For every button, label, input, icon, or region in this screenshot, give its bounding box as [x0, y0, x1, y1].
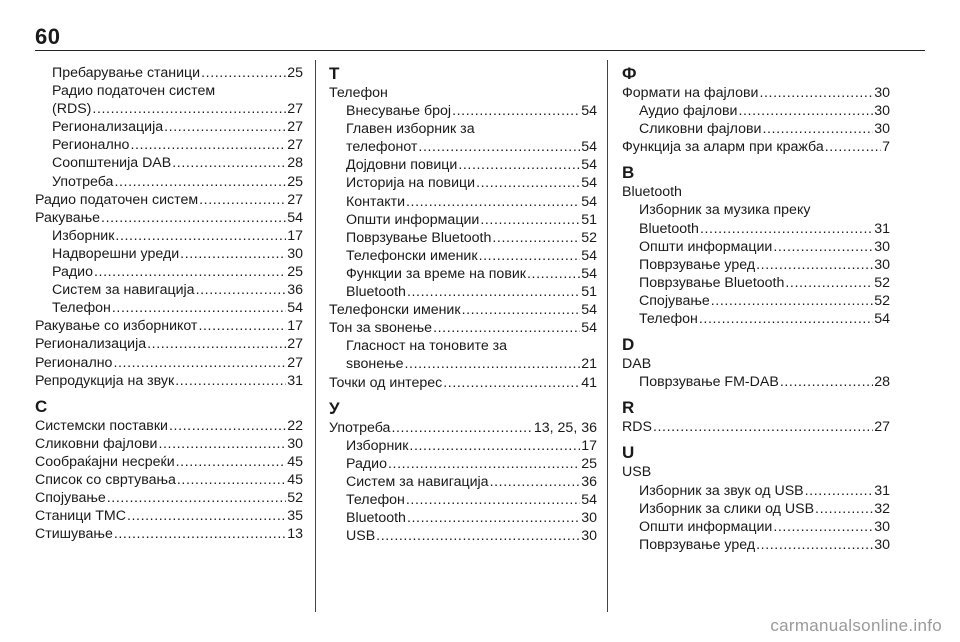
index-column-2	[329, 64, 597, 545]
index-entry-label: Изборник за слики од USB	[639, 500, 815, 517]
index-entry-page: 31	[874, 220, 890, 237]
index-entry	[329, 138, 597, 156]
dot-leader	[476, 174, 580, 192]
dot-leader	[127, 507, 286, 525]
index-entry-page: 17	[581, 437, 597, 454]
index-entry	[329, 491, 597, 509]
index-entry	[329, 509, 597, 527]
index-entry	[329, 247, 597, 265]
index-entry-label: Соопштенија DAB	[52, 155, 172, 172]
index-entry	[35, 489, 303, 507]
index-entry	[622, 238, 890, 256]
index-entry-label: Систем за навигација	[52, 282, 195, 299]
dot-leader	[113, 354, 286, 372]
dot-leader	[175, 372, 286, 390]
index-entry-page: 54	[581, 265, 597, 282]
index-entry-page: 45	[287, 453, 303, 470]
dot-leader	[773, 518, 873, 536]
index-entry-page: 25	[581, 455, 597, 472]
index-entry-heading: Главен изборник за	[346, 121, 475, 138]
dot-leader	[825, 138, 881, 156]
index-entry-page: 54	[581, 175, 597, 192]
index-entry-page: 21	[581, 356, 597, 373]
index-entry-label: Изборник за звук од USB	[639, 482, 804, 499]
index-entry-page: 54	[874, 311, 890, 328]
index-entry	[329, 174, 597, 192]
index-entry	[622, 518, 890, 536]
index-entry	[35, 100, 303, 118]
index-entry-label: Тон за ѕвонење	[329, 320, 433, 337]
index-entry-page: 27	[874, 419, 890, 436]
index-entry	[329, 211, 597, 229]
dot-leader	[92, 100, 286, 118]
index-entry	[35, 335, 303, 353]
index-entry	[622, 274, 890, 292]
index-entry	[622, 482, 890, 500]
index-entry-label: Надворешни уреди	[52, 245, 180, 262]
index-entry-label: Ракување	[35, 209, 101, 226]
index-entry-label: Регионално	[52, 137, 130, 154]
section-letter: У	[329, 398, 340, 418]
dot-leader	[756, 256, 873, 274]
index-entry	[35, 299, 303, 317]
dot-leader	[199, 191, 286, 209]
dot-leader	[407, 283, 580, 301]
dot-leader	[759, 84, 873, 102]
index-entry	[35, 263, 303, 281]
index-entry-page: 25	[287, 65, 303, 81]
index-entry	[329, 193, 597, 211]
index-entry-label: Поврзување Bluetooth	[346, 229, 492, 246]
index-entry-page: 30	[874, 121, 890, 138]
section-letter: U	[622, 443, 635, 463]
index-entry	[329, 301, 597, 319]
index-entry	[622, 536, 890, 554]
index-entry-page: 54	[581, 157, 597, 174]
index-entry-label: Изборник	[52, 227, 115, 244]
index-entry-label: Список со свртувања	[35, 471, 176, 488]
index-entry-label: Bluetooth	[346, 284, 406, 301]
index-entry-page: 27	[287, 137, 303, 154]
dot-leader	[114, 525, 286, 543]
dot-leader	[391, 419, 532, 437]
index-entry-page: 17	[287, 227, 303, 244]
section-letter: R	[622, 398, 635, 418]
index-entry-page: 27	[287, 119, 303, 136]
index-entry	[622, 138, 890, 156]
section-letter: Ф	[622, 64, 637, 83]
index-entry-page: 41	[581, 374, 597, 391]
index-entry-page: 25	[287, 264, 303, 281]
index-entry	[35, 227, 303, 245]
dot-leader	[490, 473, 581, 491]
header-rule	[35, 50, 925, 51]
index-entry	[622, 418, 890, 436]
dot-leader	[406, 491, 580, 509]
index-entry-page: 54	[581, 193, 597, 210]
index-entry	[329, 374, 597, 392]
index-entry	[35, 417, 303, 435]
index-entry	[329, 437, 597, 455]
index-entry-label: Функција за аларм при кражба	[622, 139, 824, 156]
index-entry-label: Историја на повици	[346, 175, 476, 192]
dot-leader	[177, 471, 286, 489]
index-entry	[35, 354, 303, 372]
index-entry-page: 31	[287, 372, 303, 389]
index-entry	[329, 419, 597, 437]
dot-leader	[115, 227, 286, 245]
index-entry-label: RDS	[622, 419, 652, 436]
index-entry	[35, 173, 303, 191]
index-entry	[329, 455, 597, 473]
index-entry-page: 30	[874, 85, 890, 101]
dot-leader	[805, 482, 874, 500]
index-entry	[35, 118, 303, 136]
dot-leader	[773, 238, 873, 256]
index-entry-label: Сликовни фајлови	[35, 435, 158, 452]
dot-leader	[815, 500, 873, 518]
index-entry-label: Функции за време на повик	[346, 265, 526, 282]
index-entry-label: Телефон	[52, 300, 111, 317]
index-entry-page: 54	[581, 491, 597, 508]
index-entry-label: USB	[346, 528, 376, 545]
index-entry-label: Изборник	[346, 437, 409, 454]
index-entry-page: 52	[287, 490, 303, 507]
index-entry-label: Bluetooth	[639, 220, 699, 237]
dot-leader	[433, 319, 580, 337]
index-entry-label: Точки од интерес	[329, 374, 443, 391]
index-entry	[329, 102, 597, 120]
index-entry-page: 30	[874, 238, 890, 255]
dot-leader	[452, 102, 580, 120]
dot-leader	[407, 509, 580, 527]
dot-leader	[198, 317, 286, 335]
index-entry-label: Регионално	[35, 354, 113, 371]
index-entry	[329, 283, 597, 301]
index-entry	[622, 500, 890, 518]
index-entry-page: 52	[874, 274, 890, 291]
dot-leader	[406, 193, 580, 211]
index-entry-label: Поврзување FM-DAB	[639, 374, 779, 391]
index-entry-label: Формати на фајлови	[622, 85, 759, 101]
dot-leader	[699, 310, 873, 328]
index-entry-label: Регионализација	[52, 119, 164, 136]
dot-leader	[130, 136, 286, 154]
index-entry	[35, 64, 303, 82]
dot-leader	[785, 274, 873, 292]
index-entry	[329, 355, 597, 373]
index-entry-page: 35	[287, 508, 303, 525]
index-entry-label: Системски поставки	[35, 417, 168, 434]
dot-leader	[107, 489, 286, 507]
dot-leader	[738, 102, 873, 120]
index-entry-label: Спојување	[639, 292, 710, 309]
index-entry-label: Телефонски именик	[346, 247, 478, 264]
index-entry-label: Систем за навигација	[346, 473, 489, 490]
index-entry-page: 27	[287, 101, 303, 118]
index-entry	[329, 156, 597, 174]
dot-leader	[201, 64, 286, 82]
index-entry-label: Телефонски именик	[329, 302, 461, 319]
index-entry	[35, 281, 303, 299]
index-entry-page: 54	[287, 300, 303, 317]
index-entry-label: Аудио фајлови	[639, 103, 738, 120]
index-entry	[622, 220, 890, 238]
index-entry-page: 52	[581, 229, 597, 246]
index-entry	[329, 527, 597, 545]
index-entry-label: Радио	[52, 264, 93, 281]
index-entry	[622, 84, 890, 102]
index-entry-label: Општи информации	[346, 211, 480, 228]
dot-leader	[700, 220, 873, 238]
dot-leader	[711, 292, 873, 310]
dot-leader	[653, 418, 873, 436]
index-entry-page: 30	[874, 536, 890, 553]
dot-leader	[458, 156, 580, 174]
index-entry-label: Општи информации	[639, 238, 773, 255]
dot-leader	[94, 263, 286, 281]
index-entry-heading: Bluetooth	[622, 184, 682, 201]
dot-leader	[164, 118, 286, 136]
index-entry-page: 54	[581, 302, 597, 319]
index-entry	[35, 435, 303, 453]
column-divider	[315, 60, 316, 612]
dot-leader	[418, 138, 580, 156]
index-entry-page: 54	[581, 103, 597, 120]
index-entry-page: 25	[287, 173, 303, 190]
index-entry-heading: Радио податочен систем	[52, 83, 216, 100]
dot-leader	[462, 301, 581, 319]
index-entry-heading: Гласност на тоновите за	[346, 338, 508, 355]
index-entry-page: 31	[874, 482, 890, 499]
index-entry	[35, 209, 303, 227]
dot-leader	[527, 265, 580, 283]
index-entry	[622, 373, 890, 391]
dot-leader	[147, 335, 286, 353]
section-letter: Т	[329, 64, 340, 83]
dot-leader	[480, 211, 580, 229]
index-entry-heading: DAB	[622, 356, 652, 373]
index-entry-page: 36	[581, 473, 597, 490]
index-entry-page: 22	[287, 417, 303, 434]
index-entry	[622, 256, 890, 274]
dot-leader	[388, 455, 580, 473]
index-entry-page: 28	[287, 155, 303, 172]
index-entry-label: Регионализација	[35, 336, 147, 353]
index-entry	[35, 245, 303, 263]
dot-leader	[762, 120, 873, 138]
index-entry-page: 32	[874, 500, 890, 517]
dot-leader	[376, 527, 580, 545]
index-entry-label: Поврзување уред	[639, 536, 756, 553]
index-entry-page: 36	[287, 282, 303, 299]
index-entry-label: Сликовни фајлови	[639, 121, 762, 138]
index-entry	[35, 154, 303, 172]
index-entry-label: ѕвонење	[346, 356, 404, 373]
index-column-3	[622, 64, 890, 554]
index-entry-label: Спојување	[35, 490, 106, 507]
index-entry-page: 30	[874, 103, 890, 120]
index-entry-label: Поврзување уред	[639, 256, 756, 273]
index-entry	[35, 317, 303, 335]
index-entry-page: 13	[287, 526, 303, 543]
index-entry-label: Bluetooth	[346, 510, 406, 527]
page-number: 60	[35, 24, 61, 49]
dot-leader	[114, 173, 286, 191]
watermark: carmanualsonline.info	[770, 616, 942, 635]
index-entry-page: 30	[874, 256, 890, 273]
index-entry-page: 27	[287, 191, 303, 208]
index-entry-label: Телефон	[346, 491, 405, 508]
dot-leader	[479, 247, 581, 265]
index-entry	[329, 319, 597, 337]
index-column-1	[35, 64, 303, 543]
index-entry-label: Станици TMC	[35, 508, 126, 525]
index-entry-label: Сообраќајни несреќи	[35, 453, 175, 470]
dot-leader	[409, 437, 580, 455]
index-entry	[622, 120, 890, 138]
dot-leader	[492, 229, 580, 247]
index-entry-page: 17	[287, 318, 303, 335]
index-entry-page: 45	[287, 471, 303, 488]
column-divider	[607, 60, 608, 612]
index-entry-label: Стишување	[35, 526, 113, 543]
index-entry	[35, 191, 303, 209]
dot-leader	[443, 374, 580, 392]
dot-leader	[180, 245, 286, 263]
dot-leader	[176, 453, 287, 471]
index-entry-page: 27	[287, 336, 303, 353]
index-entry-page: 54	[581, 320, 597, 337]
index-entry	[622, 292, 890, 310]
index-entry-page: 7	[882, 139, 890, 156]
index-entry	[329, 265, 597, 283]
index-entry	[35, 372, 303, 390]
index-entry	[35, 507, 303, 525]
index-entry-page: 30	[874, 518, 890, 535]
index-entry-page: 30	[287, 245, 303, 262]
index-entry-label: Телефон	[639, 311, 698, 328]
index-entry	[329, 473, 597, 491]
index-entry-page: 30	[581, 528, 597, 545]
index-entry-page: 27	[287, 354, 303, 371]
index-entry-heading: Изборник за музика преку	[639, 202, 811, 219]
index-entry-page: 28	[874, 374, 890, 391]
index-entry-heading: Телефон	[329, 85, 388, 101]
section-letter: С	[35, 396, 48, 416]
index-entry-label: Ракување со изборникот	[35, 318, 198, 335]
dot-leader	[196, 281, 287, 299]
index-entry-label: Радио	[346, 455, 387, 472]
index-entry-label: Пребарување станици	[52, 65, 201, 81]
index-entry	[622, 310, 890, 328]
index-entry-page: 54	[581, 139, 597, 156]
index-entry-page: 51	[581, 211, 597, 228]
index-entry-label: Внесување број	[346, 103, 452, 120]
index-entry-page: 54	[287, 209, 303, 226]
index-entry-label: Радио податочен систем	[35, 191, 199, 208]
index-entry-label: Употреба	[52, 173, 114, 190]
index-entry-page: 30	[287, 435, 303, 452]
index-entry-label: Дојдовни повици	[346, 157, 458, 174]
dot-leader	[405, 355, 581, 373]
index-entry-heading: USB	[622, 464, 652, 481]
index-entry-label: Општи информации	[639, 518, 773, 535]
dot-leader	[172, 154, 286, 172]
index-entry-label: (RDS)	[52, 101, 92, 118]
index-entry-label: Контакти	[346, 193, 406, 210]
index-entry-page: 52	[874, 292, 890, 309]
index-entry-label: телефонот	[346, 139, 418, 156]
index-entry	[35, 136, 303, 154]
dot-leader	[756, 536, 873, 554]
section-letter: D	[622, 335, 635, 355]
dot-leader	[169, 417, 286, 435]
section-letter: B	[622, 163, 635, 183]
dot-leader	[112, 299, 286, 317]
index-entry-page: 30	[581, 510, 597, 527]
index-entry	[35, 471, 303, 489]
index-entry-label: Употреба	[329, 419, 391, 436]
index-entry-page: 54	[581, 247, 597, 264]
dot-leader	[780, 373, 873, 391]
dot-leader	[158, 435, 286, 453]
index-entry-label: Репродукција на звук	[35, 372, 175, 389]
index-entry	[622, 102, 890, 120]
index-entry	[35, 525, 303, 543]
dot-leader	[101, 209, 286, 227]
index-entry-label: Поврзување Bluetooth	[639, 274, 785, 291]
index-entry	[329, 229, 597, 247]
index-entry-page: 51	[581, 284, 597, 301]
index-entry-page: 13, 25, 36	[533, 419, 597, 436]
index-entry	[35, 453, 303, 471]
